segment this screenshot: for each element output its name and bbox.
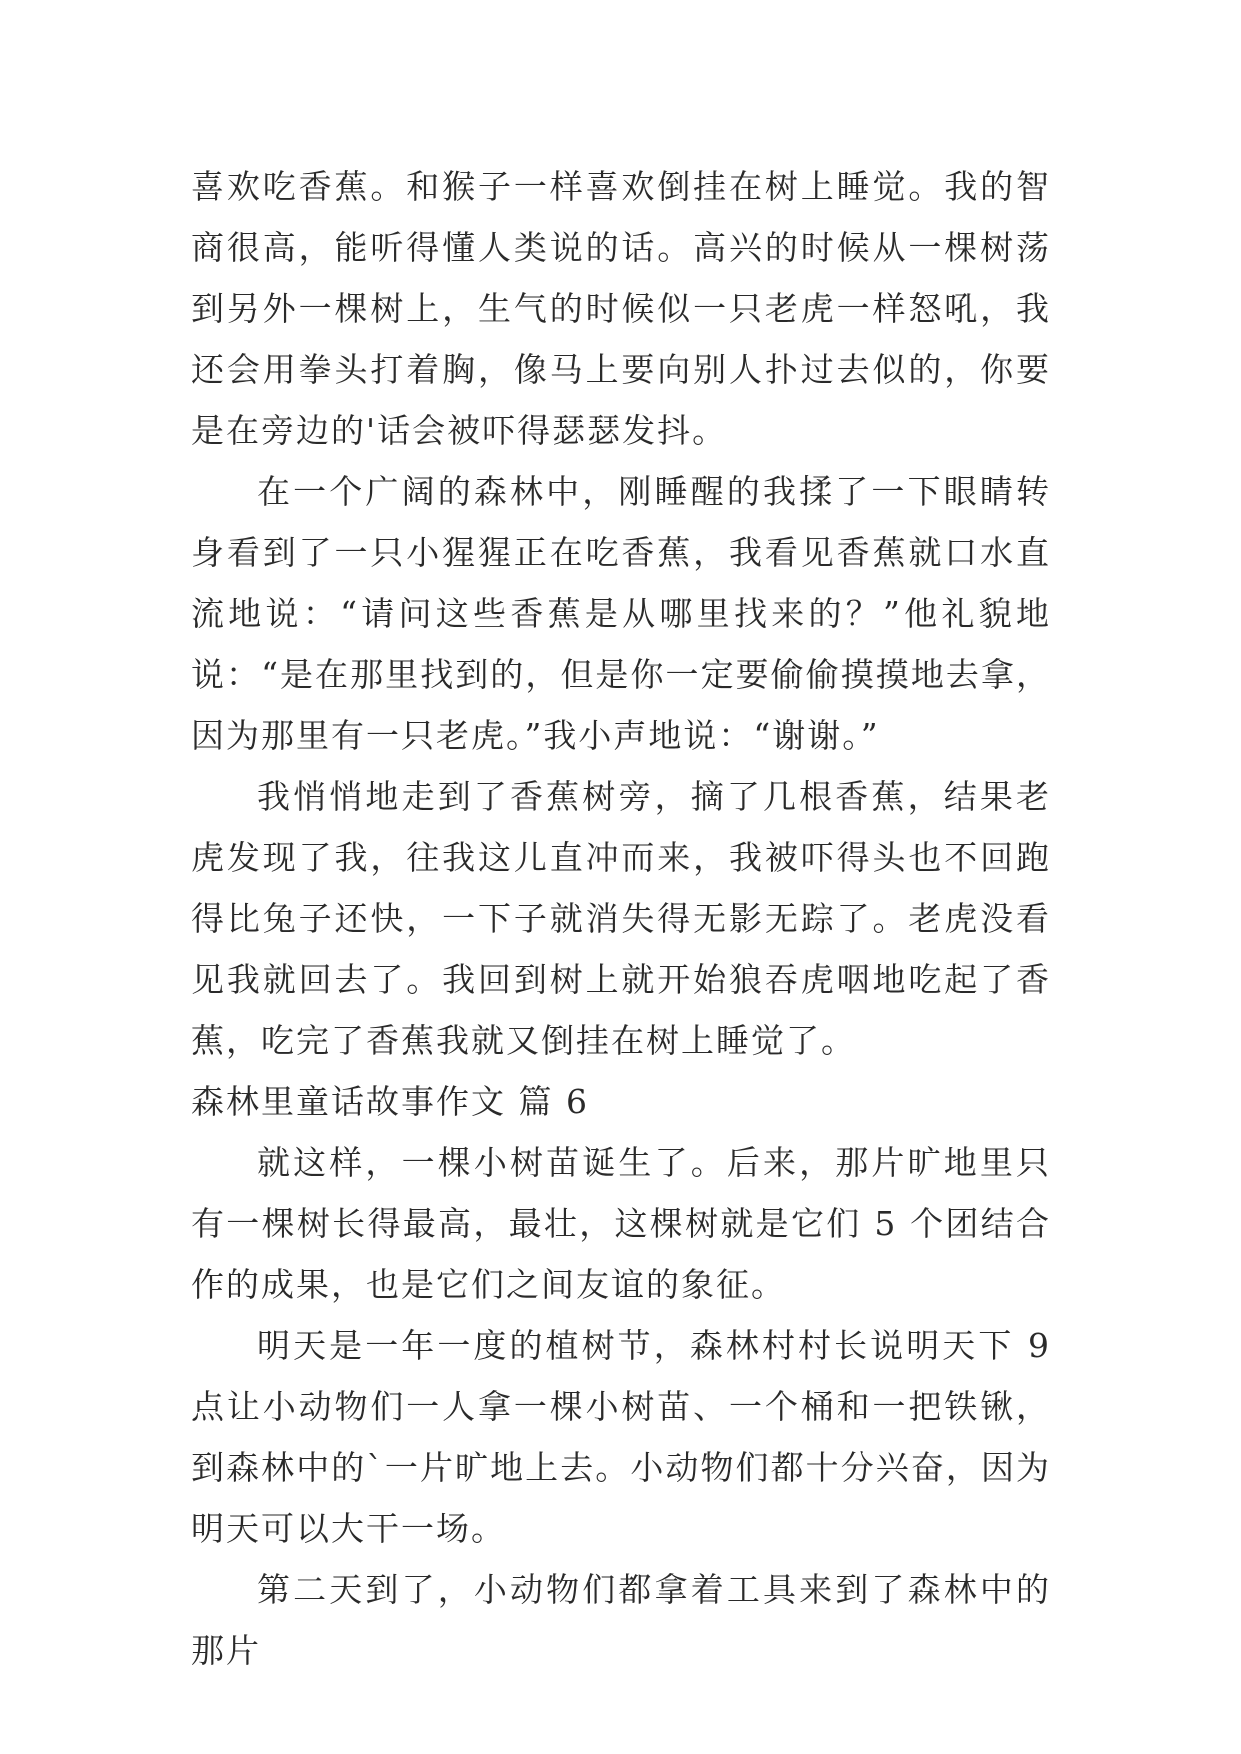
paragraph: 在一个广阔的森林中，刚睡醒的我揉了一下眼睛转身看到了一只小猩猩正在吃香蕉，我看见香蕉就口水直流地说：“请问这些香蕉是从哪里找来的？”他礼貌地说：“是在那里找到的，但是你一定要偷偷摸摸地去拿，因为那里有一只老虎。”我小声地说：“谢谢。”	[191, 472, 1051, 755]
section-heading: 森林里童话故事作文 篇 6	[191, 1082, 589, 1121]
paragraph: 第二天到了，小动物们都拿着工具来到了森林中的那片	[191, 1570, 1051, 1670]
paragraph: 明天是一年一度的植树节，森林村村长说明天下 9 点让小动物们一人拿一棵小树苗、一个桶和一把铁锹，到森林中的`一片旷地上去。小动物们都十分兴奋，因为明天可以大干一场。	[191, 1326, 1051, 1548]
document-body	[191, 156, 1051, 1681]
paragraph-continued: 喜欢吃香蕉。和猴子一样喜欢倒挂在树上睡觉。我的智商很高，能听得懂人类说的话。高兴的时候从一棵树荡到另外一棵树上，生气的时候似一只老虎一样怒吼，我还会用拳头打着胸，像马上要向别人扑过去似的，你要是在旁边的'话会被吓得瑟瑟发抖。	[191, 167, 1051, 450]
paragraph: 就这样，一棵小树苗诞生了。后来，那片旷地里只有一棵树长得最高，最壮，这棵树就是它们 5 个团结合作的成果，也是它们之间友谊的象征。	[191, 1143, 1051, 1304]
paragraph: 我悄悄地走到了香蕉树旁，摘了几根香蕉，结果老虎发现了我，往我这儿直冲而来，我被吓得头也不回跑得比兔子还快，一下子就消失得无影无踪了。老虎没看见我就回去了。我回到树上就开始狼吞虎咽地吃起了香蕉，吃完了香蕉我就又倒挂在树上睡觉了。	[191, 777, 1051, 1060]
